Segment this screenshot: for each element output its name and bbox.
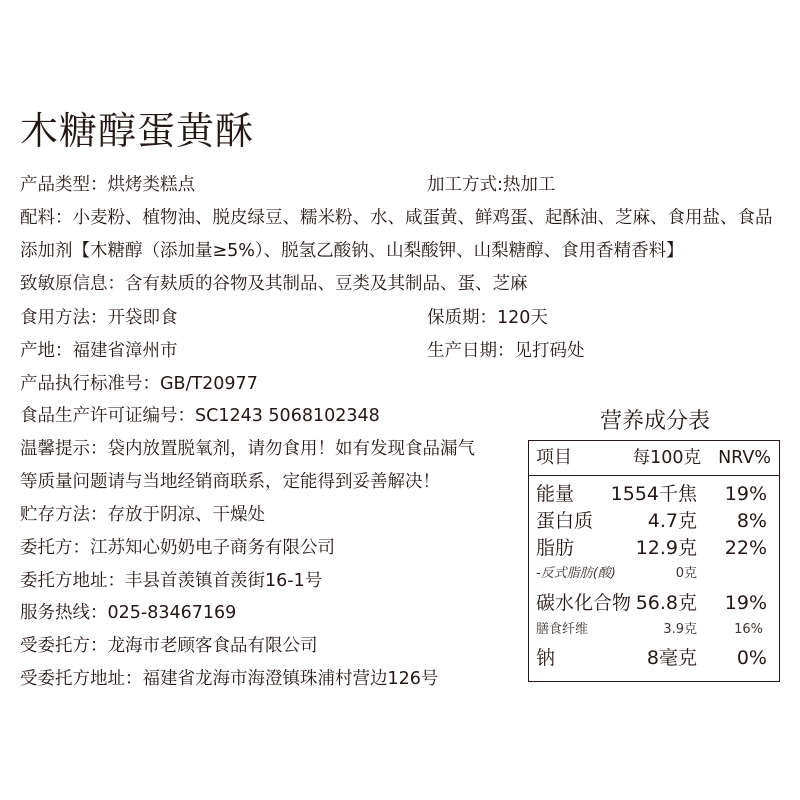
storage-method: 贮存方法：存放于阴凉、干燥处 — [20, 505, 265, 525]
nutrient-name: 钠 — [536, 647, 556, 669]
nutrient-nrv: 16% — [734, 622, 763, 637]
process-method: 加工方式:热加工 — [427, 175, 556, 195]
usage-method: 食用方法：开袋即食 — [20, 308, 178, 328]
nutrient-amount: 3.9克 — [663, 622, 697, 637]
nutrition-row — [529, 615, 779, 645]
tip-line-2: 等质量问题请与当地经销商联系，定能得到妥善解决！ — [20, 472, 440, 492]
service-hotline: 服务热线：025-83467169 — [20, 603, 237, 623]
tip-line-1: 温馨提示：袋内放置脱氧剂，请勿食用！如有发现食品漏气 — [20, 439, 475, 459]
manufacturer-address: 受委托方地址：福建省龙海市海澄镇珠浦村营边126号 — [20, 669, 439, 689]
ingredients-line-1: 配料：小麦粉、植物油、脱皮绿豆、糯米粉、水、咸蛋黄、鲜鸡蛋、起酥油、芝麻、食用盐、食品 — [20, 208, 773, 228]
product-title: 木糖醇蛋黄酥 — [20, 109, 255, 153]
nutrient-nrv: 19% — [724, 592, 767, 614]
nutrient-amount: 1554千焦 — [610, 483, 697, 505]
nutrient-name: 膳食纤维 — [536, 622, 589, 637]
nutrient-nrv: 22% — [724, 537, 767, 559]
client-address: 委托方地址：丰县首羡镇首羡街16-1号 — [20, 571, 323, 591]
nutrient-nrv: 8% — [736, 510, 767, 532]
nutrient-nrv: 19% — [724, 483, 767, 505]
header-per-100g: 每100克 — [632, 448, 701, 468]
origin: 产地：福建省漳州市 — [20, 341, 178, 361]
header-nrv: NRV% — [718, 448, 771, 468]
ingredients-line-2: 添加剂【木糖醇（添加量≥5%）、脱氢乙酸钠、山梨酸钾、山梨糖醇、食用香精香料】 — [20, 241, 684, 261]
nutrient-amount: 8毫克 — [646, 647, 697, 669]
license-number: 食品生产许可证编号：SC1243 5068102348 — [20, 406, 380, 426]
nutrition-row — [529, 588, 779, 618]
nutrition-row — [529, 643, 779, 673]
client: 委托方：江苏知心奶奶电子商务有限公司 — [20, 538, 335, 558]
nutrient-amount: 56.8克 — [635, 592, 697, 614]
allergen-info: 致敏原信息：含有麸质的谷物及其制品、豆类及其制品、蛋、芝麻 — [20, 274, 528, 294]
nutrient-nrv: 0% — [736, 647, 767, 669]
nutrition-header-row — [529, 441, 779, 476]
nutrition-table — [528, 440, 780, 682]
nutrient-name: 碳水化合物 — [536, 592, 632, 614]
nutrient-amount: 0克 — [675, 566, 697, 581]
standard-number: 产品执行标准号：GB/T20977 — [20, 374, 258, 394]
nutrition-row — [529, 506, 779, 536]
header-item: 项目 — [536, 447, 572, 468]
nutrient-name: 能量 — [536, 483, 575, 505]
production-date: 生产日期：见打码处 — [427, 341, 585, 361]
nutrient-name: -反式脂肪(酸) — [536, 566, 616, 581]
manufacturer: 受委托方：龙海市老顾客食品有限公司 — [20, 636, 318, 656]
nutrition-title: 营养成分表 — [599, 409, 710, 434]
nutrition-row — [529, 559, 779, 589]
nutrient-amount: 4.7克 — [647, 510, 697, 532]
nutrient-amount: 12.9克 — [635, 537, 697, 559]
shelf-life: 保质期：120天 — [427, 308, 548, 328]
nutrition-row — [529, 479, 779, 509]
nutrient-name: 蛋白质 — [536, 510, 594, 532]
product-type: 产品类型：烘烤类糕点 — [20, 175, 195, 195]
nutrient-name: 脂肪 — [536, 537, 575, 559]
